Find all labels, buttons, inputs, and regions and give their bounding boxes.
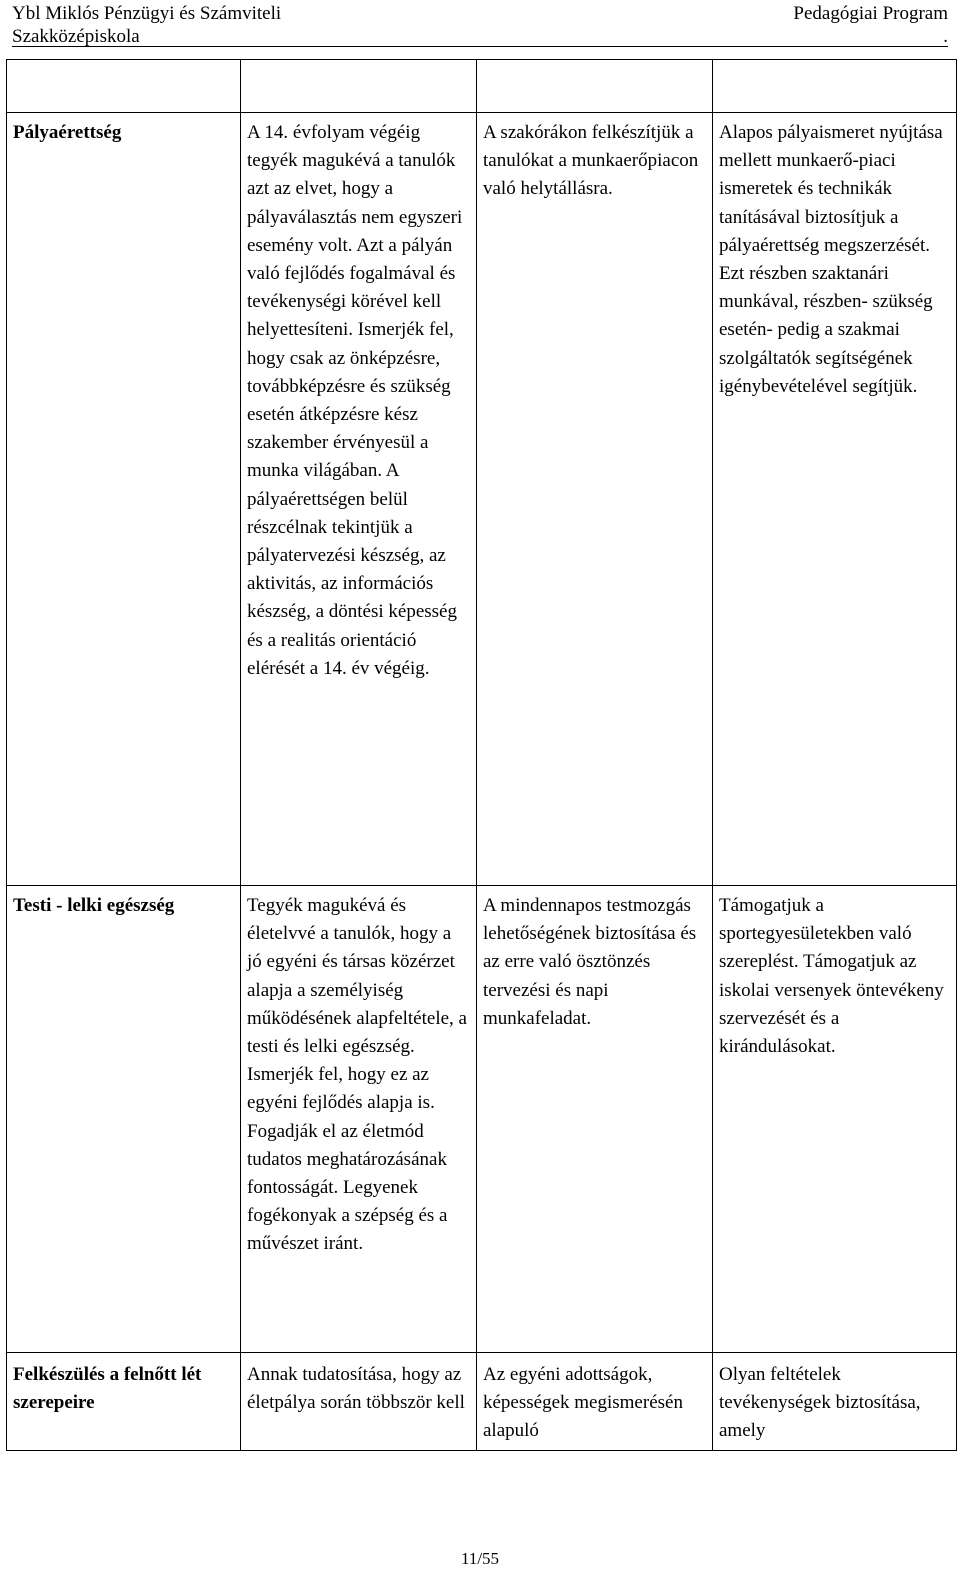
school-name-line2: Szakközépiskola: [12, 26, 140, 47]
goal-cell: A 14. évfolyam végéig tegyék magukévá a tanulók azt az elvet, hogy a pályaválasztás nem egyszeri esemény volt. Azt a pályán való fejlődés fogalmával és tevékenységi körével kell helyettesíteni. Ismerjék fel, hogy csak az önképzésre, továbbképzésre és szükség esetén átképzésre kész szakember érvényesül a munka világában. A pályaérettségen belül részcélnak tekintjük a pályatervezési készség, az aktivitás, az információs készség, a döntési képesség és a realitás orientáció elérését a 14. év végéig.: [241, 113, 477, 886]
row-label: Felkészülés a felnőtt lét szerepeire: [7, 1353, 241, 1451]
goal-cell: Tegyék magukévá és életelvvé a tanulók, hogy a jó egyéni és társas közérzet alapja a személyiség működésének alapfeltétele, a testi és lelki egészség. Ismerjék fel, hogy ez az egyéni fejlődés alapja is. Fogadják el az életmód tudatos meghatározásának fontosságát. Legyenek fogékonyak a szépség és a művészet iránt.: [241, 886, 477, 1353]
document-title-line1: Pedagógiai Program: [793, 3, 948, 24]
table-header-row: [7, 60, 957, 113]
table-cell: [477, 60, 713, 113]
document-title: [793, 2, 948, 48]
row-label: Pályaérettség: [7, 113, 241, 886]
method-cell: Alapos pályaismeret nyújtása mellett munkaerő-piaci ismeretek és technikák tanításával biztosítjuk a pályaérettség megszerzését. Ezt részben szaktanári munkával, részben- szükség esetén- pedig a szakmai szolgáltatók segítségének igénybevételével segítjük.: [713, 113, 957, 886]
task-cell: Az egyéni adottságok, képességek megismerésén alapuló: [477, 1353, 713, 1451]
task-cell: A szakórákon felkészítjük a tanulókat a munkaerőpiacon való helytállásra.: [477, 113, 713, 886]
page-header: [12, 0, 948, 46]
table-cell: [241, 60, 477, 113]
school-name: [12, 2, 281, 48]
header-divider: [12, 46, 948, 47]
row-label: Testi - lelki egészség: [7, 886, 241, 1353]
school-name-line1: Ybl Miklós Pénzügyi és Számviteli: [12, 3, 282, 24]
program-table: [6, 59, 957, 1451]
table-row: [7, 1353, 957, 1451]
goal-cell: Annak tudatosítása, hogy az életpálya során többször kell: [241, 1353, 477, 1451]
table-cell: [7, 60, 241, 113]
table-row: [7, 886, 957, 1353]
table-row: [7, 113, 957, 886]
table-cell: [713, 60, 957, 113]
document-title-line2: .: [943, 26, 948, 47]
method-cell: Támogatjuk a sportegyesületekben való szereplést. Támogatjuk az iskolai versenyek öntevékeny szervezését és a kirándulásokat.: [713, 886, 957, 1353]
method-cell: Olyan feltételek tevékenységek biztosítása, amely: [713, 1353, 957, 1451]
page-number: 11/55: [460, 1549, 500, 1568]
task-cell: A mindennapos testmozgás lehetőségének biztosítása és az erre való ösztönzés tervezési és napi munkafeladat.: [477, 886, 713, 1353]
